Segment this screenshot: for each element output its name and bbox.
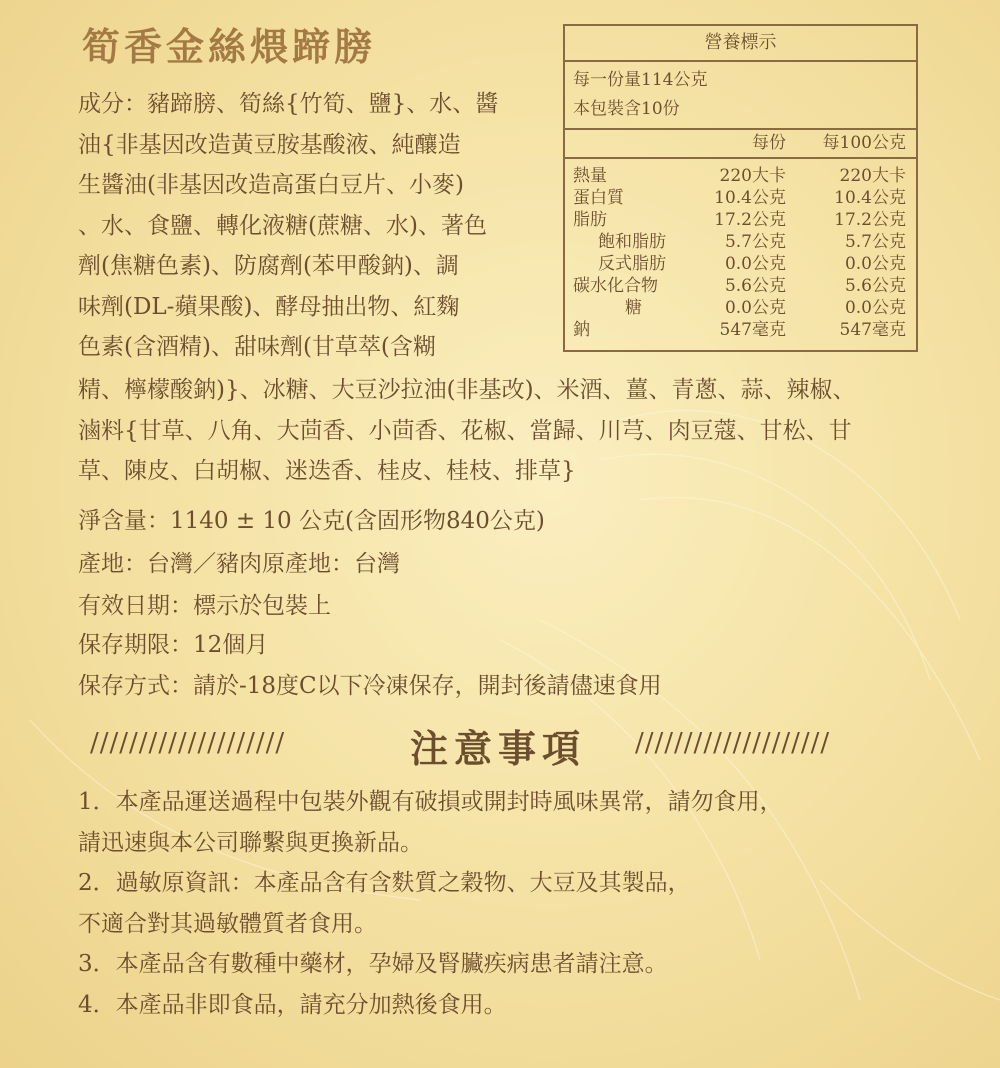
value-per-100g: 220大卡 (839, 166, 906, 186)
slash-decoration-left: //////////////////// (90, 728, 286, 758)
value-per-100g: 5.7公克 (844, 232, 906, 252)
slash-decoration-right: //////////////////// (635, 728, 831, 758)
ingredient-line: 滷料{甘草、八角、大茴香、小茴香、花椒、當歸、川芎、肉豆蔻、甘松、甘 (78, 417, 852, 444)
nutrition-header: 營養標示 (565, 26, 916, 62)
notice-line: 不適合對其過敏體質者食用。 (78, 910, 377, 937)
servings-per-pack: 本包裝含10份 (573, 99, 680, 119)
value-per-serving: 220大卡 (719, 166, 786, 186)
value-per-serving: 5.7公克 (724, 232, 786, 252)
notice-line: 4．本產品非即食品，請充分加熱後食用。 (78, 991, 507, 1018)
nutrition-row (565, 275, 916, 297)
ingredients-wide (78, 370, 958, 492)
notice-line: 1．本產品運送過程中包裝外觀有破損或開封時風味異常，請勿食用， (78, 789, 783, 815)
value-per-100g: 0.0公克 (844, 254, 906, 274)
nutrition-row (565, 187, 916, 209)
value-per-serving: 0.0公克 (724, 298, 786, 318)
value-per-serving: 0.0公克 (724, 254, 786, 274)
notice-line: 2．過敏原資訊：本產品含有含麩質之穀物、大豆及其製品， (78, 870, 691, 896)
nutrition-column-headers (565, 130, 916, 159)
notice-title: 注意事項 (410, 726, 587, 771)
value-per-100g: 10.4公克 (834, 188, 906, 208)
nutrient-label: 熱量 (573, 166, 607, 186)
net-weight: 淨含量：1140 ± 10 公克(含固形物840公克) (78, 508, 545, 534)
nutrient-label: 鈉 (573, 320, 590, 340)
nutrient-label: 糖 (625, 298, 642, 318)
ingredient-line: 精、檸檬酸鈉)}、冰糖、大豆沙拉油(非基改)、米酒、薑、青蔥、蒜、辣椒、 (78, 377, 856, 403)
ingredients-narrow (78, 84, 548, 368)
nutrition-row (565, 165, 916, 187)
ingredient-line: 劑(焦糖色素)、防腐劑(苯甲酸鈉)、調 (78, 253, 459, 279)
ingredient-line: 、水、食鹽、轉化液糖(蔗糖、水)、著色 (78, 212, 487, 239)
notice-line: 請迅速與本公司聯繫與更換新品。 (78, 829, 423, 856)
ingredient-line: 生醬油(非基因改造高蛋白豆片、小麥) (78, 172, 464, 198)
serving-info (565, 62, 916, 130)
notice-line: 3．本產品含有數種中藥材，孕婦及腎臟疾病患者請注意。 (78, 951, 668, 977)
notice-heading (90, 718, 900, 771)
ingredient-line: 油{非基因改造黃豆胺基酸液、純釀造 (78, 131, 461, 158)
ingredient-line: 草、陳皮、白胡椒、迷迭香、桂皮、桂枝、排草} (78, 458, 576, 484)
nutrition-row (565, 297, 916, 319)
col-per-100g: 每100公克 (822, 133, 906, 153)
nutrition-row (565, 231, 916, 253)
value-per-100g: 17.2公克 (834, 210, 906, 230)
nutrition-row (565, 319, 916, 341)
expiry-date: 有效日期：標示於包裝上 (78, 593, 331, 619)
ingredient-line: 味劑(DL-蘋果酸)、酵母抽出物、紅麴 (78, 293, 460, 320)
nutrient-label: 飽和脂肪 (598, 232, 666, 252)
nutrition-row (565, 253, 916, 275)
nutrition-table (563, 24, 918, 352)
nutrient-label: 蛋白質 (573, 188, 624, 208)
nutrient-label: 脂肪 (573, 210, 607, 230)
value-per-serving: 5.6公克 (724, 276, 786, 296)
origin: 產地：台灣／豬肉原產地：台灣 (78, 551, 400, 577)
ingredient-line: 成分：豬蹄膀、筍絲{竹筍、鹽}、水、醬 (78, 91, 499, 117)
product-title: 筍香金絲煨蹄膀 (82, 24, 377, 69)
value-per-serving: 10.4公克 (714, 188, 786, 208)
value-per-serving: 17.2公克 (714, 210, 786, 230)
nutrient-label: 反式脂肪 (598, 254, 666, 274)
value-per-100g: 547毫克 (839, 320, 906, 340)
nutrient-label: 碳水化合物 (573, 276, 658, 296)
value-per-serving: 547毫克 (719, 320, 786, 340)
serving-size: 每一份量114公克 (573, 70, 708, 90)
shelf-life: 保存期限：12個月 (78, 632, 269, 658)
col-per-serving: 每份 (752, 133, 786, 153)
nutrition-row (565, 209, 916, 231)
storage-method: 保存方式：請於-18度C以下冷凍保存，開封後請儘速食用 (78, 673, 662, 699)
value-per-100g: 5.6公克 (844, 276, 906, 296)
value-per-100g: 0.0公克 (844, 298, 906, 318)
notice-list (78, 782, 968, 1025)
ingredient-line: 色素(含酒精)、甜味劑(甘草萃(含糊 (78, 334, 436, 360)
